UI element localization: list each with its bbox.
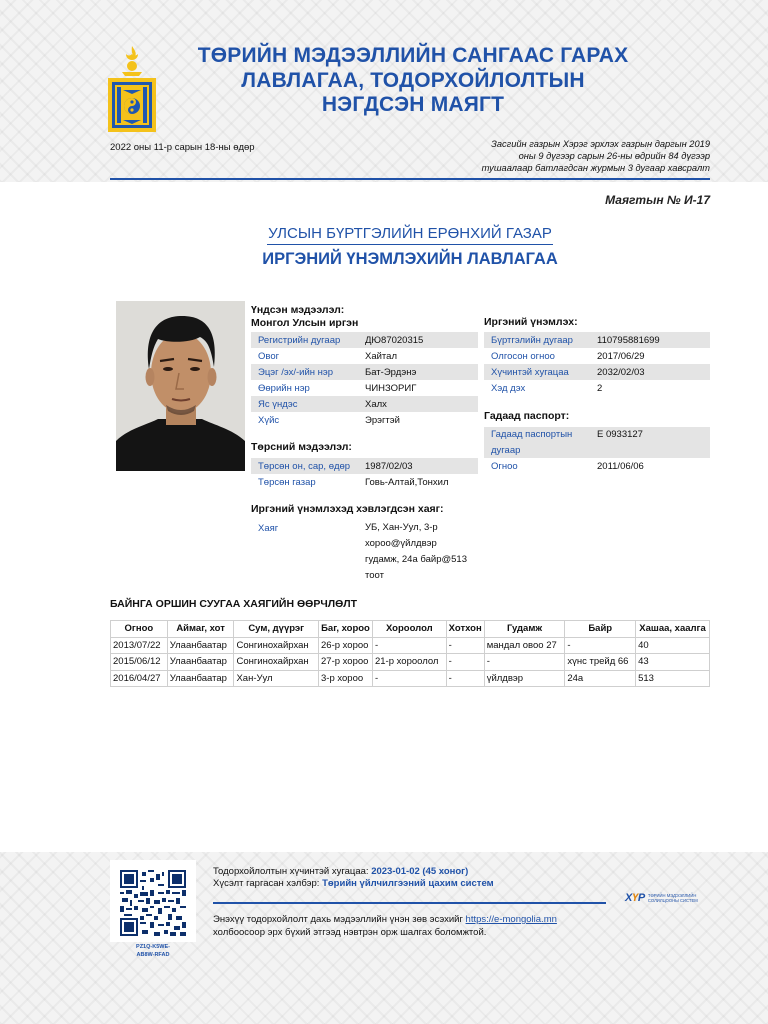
table-cell: Сонгинохайрхан bbox=[234, 654, 319, 671]
table-cell: 26-р хороо bbox=[319, 637, 373, 654]
info-label: Хэд дэх bbox=[491, 382, 526, 394]
info-value: 1987/02/03 bbox=[365, 460, 413, 472]
info-value: Халх bbox=[365, 398, 387, 410]
logo-letter: Ү bbox=[632, 892, 638, 904]
info-value: 110795881699 bbox=[597, 334, 660, 346]
table-cell: хүнс трейд 66 bbox=[565, 654, 636, 671]
info-value: Хайтал bbox=[365, 350, 397, 362]
table-cell: - bbox=[446, 637, 484, 654]
info-value: 2017/06/29 bbox=[597, 350, 645, 362]
qr-code-icon[interactable] bbox=[118, 870, 188, 936]
address-label: Хаяг bbox=[258, 523, 279, 534]
info-value: 2 bbox=[597, 382, 603, 394]
column-header: Хашаа, хаалга bbox=[636, 621, 710, 638]
table-cell: 24а bbox=[565, 670, 636, 687]
table-row bbox=[111, 670, 710, 687]
info-label bbox=[484, 427, 597, 458]
info-label: Регистрийн дугаар bbox=[258, 334, 341, 346]
qr-code-line: AB8W-RFAD bbox=[136, 952, 170, 958]
info-value: 2032/02/03 bbox=[597, 366, 645, 378]
info-value: 2011/06/06 bbox=[597, 460, 644, 472]
decree-line: Засгийн газрын Хэрэг эрхлэх газрын даргын 2019 bbox=[491, 139, 710, 149]
qr-code-line: PZ1Q-K5WE- bbox=[136, 944, 170, 950]
column-header: Байр bbox=[565, 621, 636, 638]
table-row bbox=[111, 637, 710, 654]
table-cell: Хан-Уул bbox=[234, 670, 319, 687]
info-value: Бат-Эрдэнэ bbox=[365, 366, 417, 378]
soyombo-emblem-icon bbox=[108, 44, 156, 132]
info-value: ЧИНЗОРИГ bbox=[365, 382, 417, 394]
agency-name bbox=[0, 225, 768, 245]
table-cell: мандал овоо 27 bbox=[484, 637, 565, 654]
basic-info-subtitle: Монгол Улсын иргэн bbox=[251, 317, 359, 329]
info-label: Хүчинтэй хугацаа bbox=[491, 366, 569, 378]
column-header: Хотхон bbox=[446, 621, 484, 638]
table-cell: 3-р хороо bbox=[319, 670, 373, 687]
info-label-line: Гадаад паспортын bbox=[491, 429, 573, 440]
info-value: Эрэгтэй bbox=[365, 414, 400, 426]
info-label: Өөрийн нэр bbox=[258, 382, 310, 394]
qr-code-label bbox=[120, 943, 186, 959]
validity-label: Тодорхойлолтын хүчинтэй хугацаа: bbox=[213, 866, 369, 877]
logo-letter: Х bbox=[625, 892, 633, 904]
logo-caption-line: СОЛИЛЦООНЫ СИСТЕМ bbox=[647, 898, 698, 903]
info-row bbox=[251, 364, 478, 380]
basic-info-list bbox=[251, 332, 478, 428]
request-label: Хүсэлт гаргасан хэлбэр: bbox=[213, 878, 320, 889]
title-line: НЭГДСЭН МАЯГТ bbox=[321, 93, 505, 116]
id-address-heading: Иргэний үнэмлэхэд хэвлэгдсэн хаяг: bbox=[251, 503, 444, 515]
info-row bbox=[484, 348, 710, 364]
info-row bbox=[251, 348, 478, 364]
column-header: Гудамж bbox=[484, 621, 565, 638]
table-cell: 2015/06/12 bbox=[111, 654, 168, 671]
table-cell: Улаанбаатар bbox=[167, 654, 234, 671]
title-line: ЛАВЛАГАА, ТОДОРХОЙЛОЛТЫН bbox=[241, 68, 585, 92]
decree-note bbox=[410, 138, 710, 174]
header-divider bbox=[110, 178, 710, 180]
title-line: ТӨРИЙН МЭДЭЭЛЛИЙН САНГААС ГАРАХ bbox=[197, 44, 629, 67]
decree-line: тушаалаар батлагдсан журмын 3 дугаар хавсралт bbox=[481, 163, 710, 173]
info-row bbox=[251, 332, 478, 348]
form-number: Маягтын № И-17 bbox=[605, 193, 710, 207]
info-label: Олгосон огноо bbox=[491, 350, 555, 362]
basic-info-title: Үндсэн мэдээлэл: bbox=[251, 304, 345, 316]
column-header: Хороолол bbox=[372, 621, 446, 638]
table-cell: - bbox=[372, 637, 446, 654]
info-label: Төрсөн газар bbox=[258, 476, 316, 488]
id-card-list bbox=[484, 332, 710, 396]
table-cell: 21-р хороолол bbox=[372, 654, 446, 671]
birth-info-list bbox=[251, 458, 478, 490]
issued-date: 2022 оны 11-р сарын 18-ны өдөр bbox=[110, 142, 255, 153]
info-value: Говь-Алтай,Тонхил bbox=[365, 476, 449, 488]
info-row bbox=[251, 380, 478, 396]
verify-text: Энэхүү тодорхойлолт дахь мэдээллийн үнэн зөв эсэхийг bbox=[213, 914, 463, 925]
address-line: гудамж, 24а байр@513 bbox=[365, 554, 467, 565]
birth-info-heading: Төрсний мэдээлэл: bbox=[251, 441, 352, 453]
table-cell: 2016/04/27 bbox=[111, 670, 168, 687]
info-row bbox=[251, 396, 478, 412]
validity-line bbox=[213, 866, 468, 877]
info-label: Эцэг /эх/-ийн нэр bbox=[258, 366, 334, 378]
table-cell: 40 bbox=[636, 637, 710, 654]
info-label: Төрсөн он, сар, өдөр bbox=[258, 460, 351, 472]
column-header: Аймаг, хот bbox=[167, 621, 234, 638]
info-label: Овог bbox=[258, 350, 280, 362]
khur-logo bbox=[625, 889, 698, 907]
table-cell: - bbox=[484, 654, 565, 671]
agency-label: УЛСЫН БҮРТГЭЛИЙН ЕРӨНХИЙ ГАЗАР bbox=[267, 225, 553, 245]
info-label-line: дугаар bbox=[491, 444, 521, 456]
info-row bbox=[251, 474, 478, 490]
table-cell: - bbox=[446, 654, 484, 671]
info-value: Е 0933127 bbox=[597, 429, 643, 440]
verify-text-end: холбоосоор эрх бүхий этгээд нэвтрэн орж шалгах боломжтой. bbox=[213, 926, 487, 938]
table-row bbox=[111, 654, 710, 671]
verify-note bbox=[213, 914, 623, 939]
address-line: хороо@үйлдвэр bbox=[365, 538, 437, 549]
column-header: Огноо bbox=[111, 621, 168, 638]
residence-table bbox=[110, 620, 710, 687]
document-title: ИРГЭНИЙ ҮНЭМЛЭХИЙН ЛАВЛАГАА bbox=[262, 250, 558, 268]
table-cell: Улаанбаатар bbox=[167, 637, 234, 654]
request-value: Төрийн үйлчилгээний цахим систем bbox=[322, 878, 494, 889]
info-label: Яс үндэс bbox=[258, 398, 298, 410]
portrait-image bbox=[116, 301, 245, 471]
table-cell: 513 bbox=[636, 670, 710, 687]
info-row bbox=[484, 458, 710, 474]
address-value bbox=[365, 520, 480, 584]
table-cell: - bbox=[565, 637, 636, 654]
passport-list bbox=[484, 427, 710, 474]
khur-logo-mark bbox=[625, 892, 645, 904]
validity-value: 2023-01-02 (45 хоног) bbox=[371, 866, 469, 877]
table-cell: - bbox=[372, 670, 446, 687]
info-row bbox=[484, 427, 710, 458]
info-label: Хүйс bbox=[258, 414, 280, 426]
info-label: Огноо bbox=[491, 460, 518, 472]
table-cell: - bbox=[446, 670, 484, 687]
info-row bbox=[484, 380, 710, 396]
basic-info-heading bbox=[251, 304, 358, 330]
logo-caption-line: ТӨРИЙН МЭДЭЭЛЛИЙН bbox=[647, 893, 697, 898]
address-line: тоот bbox=[365, 570, 384, 581]
info-row bbox=[484, 332, 710, 348]
khur-logo-caption bbox=[648, 893, 698, 903]
column-header: Баг, хороо bbox=[319, 621, 373, 638]
address-line: УБ, Хан-Уул, 3-р bbox=[365, 522, 438, 533]
table-cell: Улаанбаатар bbox=[167, 670, 234, 687]
column-header: Сум, дүүрэг bbox=[234, 621, 319, 638]
citizen-photo bbox=[116, 301, 245, 471]
decree-line: оны 9 дүгээр сарын 26-ны өдрийн 84 дүгээр bbox=[518, 151, 710, 161]
verify-link[interactable]: https://e-mongolia.mn bbox=[465, 914, 557, 925]
table-cell: 2013/07/22 bbox=[111, 637, 168, 654]
logo-letter: Р bbox=[637, 892, 645, 904]
info-row bbox=[251, 412, 478, 428]
request-line bbox=[213, 878, 494, 889]
table-cell: 27-р хороо bbox=[319, 654, 373, 671]
page-title bbox=[180, 44, 646, 118]
info-label: Бүртгэлийн дугаар bbox=[491, 334, 573, 346]
residence-heading: БАЙНГА ОРШИН СУУГАА ХАЯГИЙН ӨӨРЧЛӨЛТ bbox=[110, 598, 358, 610]
info-row bbox=[484, 364, 710, 380]
passport-heading: Гадаад паспорт: bbox=[484, 410, 570, 422]
table-cell: Сонгинохайрхан bbox=[234, 637, 319, 654]
info-value: ДЮ87020315 bbox=[365, 334, 424, 346]
info-row bbox=[251, 458, 478, 474]
footer-divider bbox=[213, 902, 606, 904]
table-header-row bbox=[111, 621, 710, 638]
table-cell: 43 bbox=[636, 654, 710, 671]
table-cell: үйлдвэр bbox=[484, 670, 565, 687]
id-card-heading: Иргэний үнэмлэх: bbox=[484, 316, 578, 328]
